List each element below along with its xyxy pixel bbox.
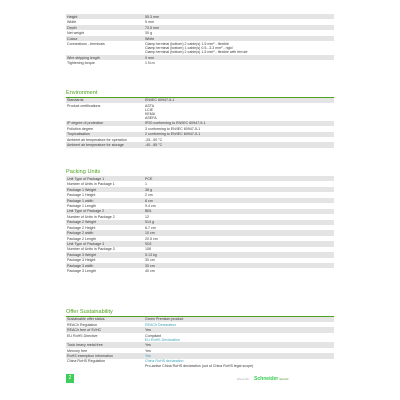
spec-value: EN/IEC 60947-5-1: [144, 98, 334, 103]
document-link[interactable]: REACh Declaration: [145, 322, 177, 327]
logo-main-text: Schneider: [254, 375, 279, 382]
environment-table: [66, 98, 334, 148]
spec-value: 38 g: [144, 187, 334, 192]
spec-label: Colour: [66, 36, 144, 41]
spec-value: -40...85 °C: [144, 142, 334, 147]
spec-label: REACh free of SVHC: [66, 327, 144, 332]
spec-label: China RoHS Regulation: [66, 359, 144, 369]
spec-value: Clamp terminal (bottom) 2 cable(s) 1.5 mm² - flexible Clamp terminal (bottom) 1 cable(s) 0.5...3.3 mm² - rigid Clamp terminal (bottom) 2 cable(s) 1.5 mm² - flexible with ferrule: [144, 41, 334, 55]
table-row: [66, 60, 334, 65]
spec-value: 40 cm: [144, 268, 334, 273]
spec-value: Compliant EU RoHS Declaration: [144, 333, 334, 343]
logo-sub-text: Electric: [279, 376, 289, 381]
spec-label: Package 1 Height: [66, 192, 144, 197]
spec-value: 55.3 mm: [144, 14, 334, 19]
spec-label: Package 2 width: [66, 230, 144, 235]
spec-value: -25...50 °C: [144, 137, 334, 142]
spec-label: Ambient air temperature for operation: [66, 137, 144, 142]
spec-label: Package 2 Weight: [66, 220, 144, 225]
spec-value: 30 cm: [144, 263, 334, 268]
spec-label: REACh Regulation: [66, 322, 144, 327]
table-row: [66, 333, 334, 343]
spec-label: Package 3 Height: [66, 258, 144, 263]
spec-value: 9.4 cm: [144, 203, 334, 208]
spec-label: Package 3 Length: [66, 268, 144, 273]
spec-value: 2 conforming to EN/IEC 60947-5-1: [144, 132, 334, 137]
spec-value: 20.5 cm: [144, 236, 334, 241]
spec-value: 9 mm: [144, 55, 334, 60]
spec-label: Unit Type of Package 2: [66, 209, 144, 214]
page-footer: [66, 374, 334, 385]
spec-label: Wire stripping length: [66, 55, 144, 60]
document-link[interactable]: Yes: [145, 353, 151, 358]
spec-label: RoHS exemption information: [66, 353, 144, 358]
spec-label: Package 2 Height: [66, 225, 144, 230]
spec-value: 10 cm: [144, 230, 334, 235]
spec-value: 5.13 kg: [144, 252, 334, 257]
spec-value: 2 cm: [144, 192, 334, 197]
table-row: [66, 103, 334, 121]
section-heading-offer-sustainability: Offer Sustainability: [66, 309, 334, 317]
spec-value: Green Premium product: [144, 317, 334, 322]
spec-value: 30 cm: [144, 258, 334, 263]
spec-label: Number of Units in Package 1: [66, 181, 144, 186]
spec-label: Tightening torque: [66, 60, 144, 65]
document-link[interactable]: EU RoHS Declaration: [145, 337, 180, 342]
spec-value: White: [144, 36, 334, 41]
spec-value: 3 conforming to EN/IEC 60947-5-1: [144, 126, 334, 131]
spec-value: PCE: [144, 176, 334, 181]
spec-label: Sustainable offer status: [66, 317, 144, 322]
spec-label: Package 2 Length: [66, 236, 144, 241]
spec-label: Package 3 width: [66, 263, 144, 268]
spec-value: 12: [144, 214, 334, 219]
spec-value: Yes: [144, 327, 334, 332]
spec-label: Standards: [66, 98, 144, 103]
spec-value: 5 mm: [144, 19, 334, 24]
dimensions-table: [66, 14, 334, 66]
spec-value: Yes: [144, 342, 334, 347]
spec-value: 30 g: [144, 30, 334, 35]
spec-label: EU RoHS Directive: [66, 333, 144, 343]
spec-value: ASTA LCIE KEMA ASEFA: [144, 103, 334, 121]
spec-label: Unit Type of Package 1: [66, 176, 144, 181]
spec-label: Ambient air temperature for storage: [66, 142, 144, 147]
spec-value: 73.5 mm: [144, 25, 334, 30]
spec-label: Pollution degree: [66, 126, 144, 131]
packing-units-table: [66, 176, 334, 274]
spec-value: IP20 conforming to EN/IEC 60947-5-1: [144, 121, 334, 126]
table-row: [66, 359, 334, 369]
spec-label: Package 1 Weight: [66, 187, 144, 192]
spec-value: 6.7 cm: [144, 225, 334, 230]
spec-value: 108: [144, 247, 334, 252]
spec-value: BB1: [144, 209, 334, 214]
spec-label: Tropicalisation: [66, 132, 144, 137]
spec-label: Connections - terminals: [66, 41, 144, 55]
footer-tagline: Life Is On: [237, 377, 249, 381]
spec-label: Height: [66, 14, 144, 19]
spec-label: Width: [66, 19, 144, 24]
section-heading-packing-units: Packing Units: [66, 169, 334, 177]
spec-value: Yes: [144, 348, 334, 353]
spec-label: Package 1 width: [66, 198, 144, 203]
sustainability-table: [66, 317, 334, 369]
spec-label: Net weight: [66, 30, 144, 35]
section-heading-environment: Environment: [66, 90, 334, 98]
spec-value: 8 cm: [144, 198, 334, 203]
spec-label: Product certifications: [66, 103, 144, 121]
spec-value: S03: [144, 241, 334, 246]
document-link[interactable]: China RoHS declaration: [145, 359, 184, 364]
spec-value: 1: [144, 181, 334, 186]
spec-label: Package 1 Length: [66, 203, 144, 208]
page-number: 2: [66, 374, 74, 383]
table-row: [66, 41, 334, 55]
spec-label: Number of Units in Package 3: [66, 247, 144, 252]
table-row: [66, 142, 334, 147]
spec-label: IP degree of protection: [66, 121, 144, 126]
spec-label: Package 3 Weight: [66, 252, 144, 257]
spec-label: Mercury free: [66, 348, 144, 353]
spec-value: 1 N.m: [144, 60, 334, 65]
spec-value: China RoHS declaration Pro-active China RoHS declaration (out of China RoHS legal scope): [144, 359, 334, 369]
spec-label: Unit Type of Package 3: [66, 241, 144, 246]
schneider-electric-logo: [254, 376, 289, 382]
table-row: [66, 268, 334, 273]
spec-label: Depth: [66, 25, 144, 30]
spec-label: Toxic heavy metal free: [66, 342, 144, 347]
spec-label: Number of Units in Package 2: [66, 214, 144, 219]
spec-value: 514 g: [144, 220, 334, 225]
